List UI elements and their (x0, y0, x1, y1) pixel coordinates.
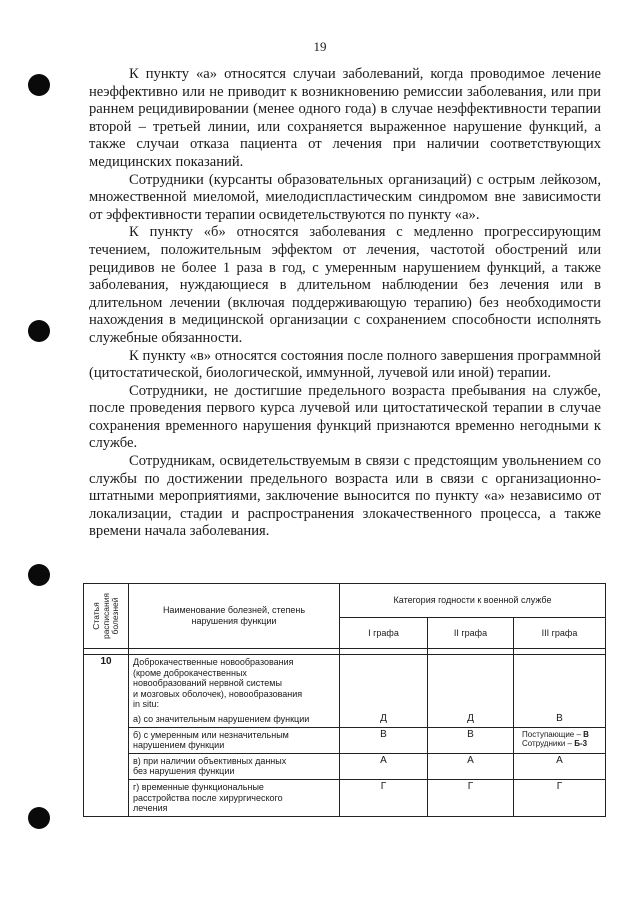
cell-b-col3 (514, 727, 606, 753)
table-row (84, 753, 606, 779)
disease-table (83, 583, 606, 817)
row-g-desc: г) временные функциональные расстройства после хирургического лечения (129, 779, 340, 816)
paragraph: Сотрудники, не достигшие предельного возраста пребывания на службе, после проведения первого курса лучевой или цитостатической терапии в случае сохранения временного нарушения функций признаются временно негодными к службе. (89, 382, 601, 452)
cell-g-col2: Г (428, 779, 514, 816)
header-disease-name: Наименование болезней, степень нарушения функции (129, 584, 340, 649)
table-header-row (84, 584, 606, 618)
paragraph: К пункту «б» относятся заболевания с медленно прогрессирующим течением, положительным эффектом от лечения, частотой обострений или рецидивов не более 1 раза в год, с умеренным нарушением функций, а также заболевания, нуждающиеся в длительном наблюдении без лечения или в длительном лечении (включая поддерживающую терапию) без необходимости нахождения в медицинской организации с сохранением способности исполнять служебные обязанности. (89, 224, 601, 346)
cell-g-col3: Г (514, 779, 606, 816)
cell-v-col3: А (514, 753, 606, 779)
header-col-1: I графа (340, 618, 428, 649)
cell-v-col1: А (340, 753, 428, 779)
cell-b-col3-line2-label: Сотрудники – (522, 738, 575, 748)
binder-hole (28, 564, 50, 586)
cell-b-col2: В (428, 727, 514, 753)
table-row (84, 779, 606, 816)
cell-b-col3-line1-value: В (583, 729, 589, 739)
header-category: Категория годности к военной службе (340, 584, 606, 618)
binder-hole (28, 74, 50, 96)
binder-hole (28, 807, 50, 829)
cell-b-col3-line1-label: Поступающие – (522, 729, 584, 739)
paragraph: Сотрудникам, освидетельствуемым в связи с предстоящим увольнением со службы по достижении предельного возраста или в связи с организационно-штатными мероприятиями, заключение выносится по пункту «а» независимо от локализации, стадии и распространения злокачественного процесса, а также времени начала заболевания. (89, 453, 601, 540)
cell-b-col1: В (340, 727, 428, 753)
header-col-2: II графа (428, 618, 514, 649)
header-col-3: III графа (514, 618, 606, 649)
cell-a-col2: Д (428, 655, 514, 728)
row-v-desc: в) при наличии объективных данных без нарушения функции (129, 753, 340, 779)
page-number: 19 (313, 39, 327, 54)
paragraph: Сотрудники (курсанты образовательных организаций) с острым лейкозом, множественной миеломой, миелодиспластическим синдромом вне зависимости от эффективности терапии освидетельствуются по пункту «а». (89, 171, 601, 223)
article-number: 10 (84, 655, 129, 817)
table-row (84, 655, 606, 712)
cell-a-col1: Д (340, 655, 428, 728)
header-article (84, 584, 129, 649)
binder-hole (28, 320, 50, 342)
body-text (89, 66, 601, 541)
table-row (84, 727, 606, 753)
paragraph: К пункту «а» относятся случаи заболеваний, когда проводимое лечение неэффективно или не приводит к возникновению ремиссии заболевания, или при раннем рецидивировании (менее одного года) в случае неэффективности терапии второй – третьей линии, или сохраняется выраженное нарушение функций, а также случаи отказа пациента от лечения при наличии соответствующих медицинских показаний. (89, 66, 601, 170)
cell-a-col3: В (514, 655, 606, 728)
cell-b-col3-line2-value: Б-3 (574, 738, 588, 748)
header-article-text: Статья расписания болезней (90, 592, 120, 640)
cell-v-col2: А (428, 753, 514, 779)
paragraph: К пункту «в» относятся состояния после полного завершения программной (цитостатической, биологической, иммунной, лучевой или иной) терапии. (89, 347, 601, 382)
row-a-desc: а) со значительным нарушением функции (129, 712, 340, 727)
intro-text: Доброкачественные новообразования (кроме доброкачественных новообразований нервной системы и мозговых оболочек), новообразования in situ: (129, 655, 340, 712)
row-b-desc: б) с умеренным или незначительным нарушением функции (129, 727, 340, 753)
cell-g-col1: Г (340, 779, 428, 816)
